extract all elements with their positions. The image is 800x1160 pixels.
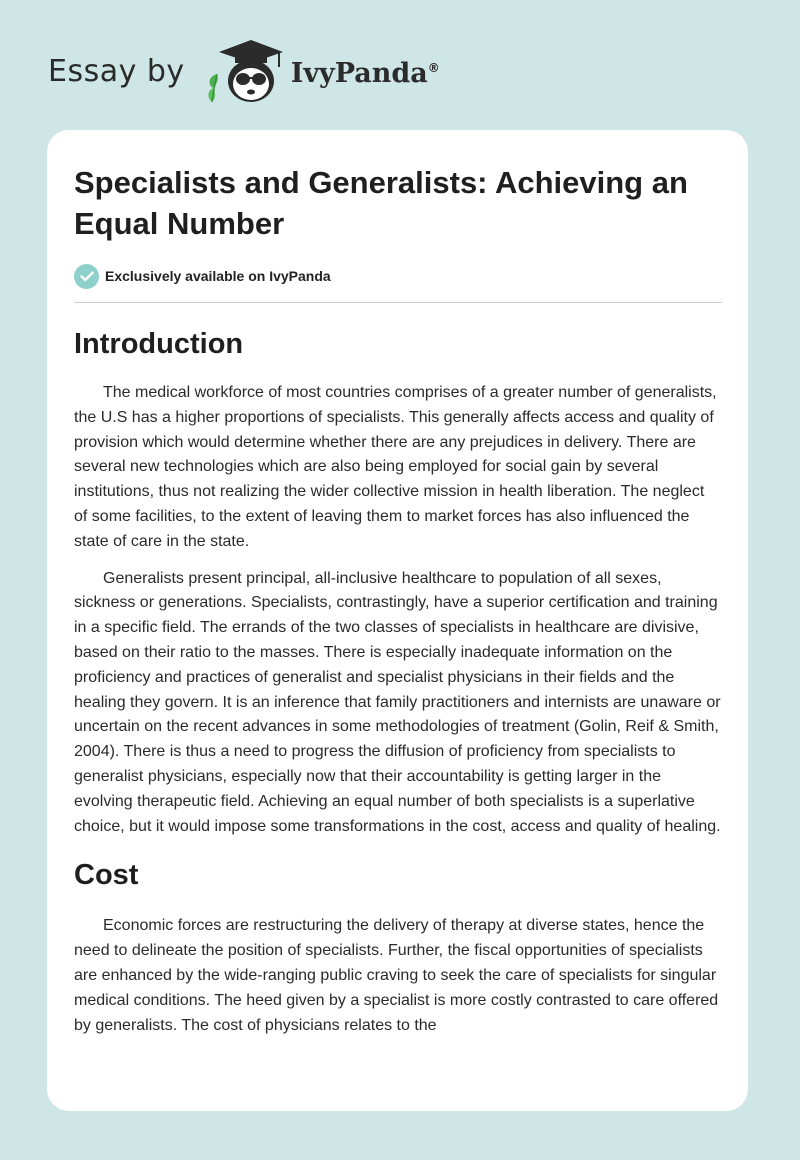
section-heading-introduction: Introduction bbox=[74, 328, 244, 360]
paragraph: Generalists present principal, all-inclusive healthcare to population of all sexes, sickness or generations. Specialists, contrastingly, have a superior certification and training in a specific field. The errands of the two classes of specialists in healthcare are divisive, based on their ratio to the masses. There is especially inadequate information on the proficiency and practices of generalist and specialist physicians in their fields and the healing they govern. It is an inference that family practitioners and internists are unaware or uncertain on the recent advances in some methodologies of treatment (Golin, Reif & Smith, 2004). There is thus a need to progress the diffusion of proficiency from specialists to generalist physicians, especially now that their accountability is getting larger in the evolving therapeutic field. Achieving an equal number of both specialists is a superlative choice, but it would impose some transformations in the cost, access and quality of healing. bbox=[74, 569, 721, 835]
divider bbox=[74, 302, 722, 303]
registered-mark: ® bbox=[427, 60, 440, 75]
check-icon bbox=[74, 264, 99, 289]
page-title: Specialists and Generalists: Achieving an Equal Number bbox=[74, 165, 688, 241]
site-header bbox=[48, 36, 748, 106]
essay-by-label: Essay by bbox=[48, 53, 185, 89]
paragraph: Economic forces are restructuring the delivery of therapy at diverse states, hence the need to delineate the position of specialists. Further, the fiscal opportunities of specialists are enhanced by the wide-ranging public craving to seek the care of specialists for singular medical conditions. The heed given by a specialist is more costly contrasted to care offered by generalists. The cost of physicians relates to the bbox=[74, 917, 719, 1034]
brand-name[interactable] bbox=[291, 58, 440, 89]
exclusive-badge bbox=[74, 263, 722, 289]
essay-card bbox=[47, 130, 748, 1111]
exclusive-label: Exclusively available on IvyPanda bbox=[105, 268, 331, 284]
paragraph: The medical workforce of most countries comprises of a greater number of generalists, the U.S has a higher proportions of specialists. This generally affects access and quality of provision which would determine whether there are any prejudices in delivery. There are several new technologies which are also being employed for social gain by several institutions, thus not realizing the wider collective mission in health liberation. The neglect of some facilities, to the extent of leaving them to market forces has also influenced the state of care in the state. bbox=[74, 384, 717, 550]
section-heading-cost: Cost bbox=[74, 859, 139, 892]
brand-text: IvyPanda bbox=[290, 57, 428, 89]
ivypanda-logo-icon[interactable] bbox=[199, 36, 291, 106]
